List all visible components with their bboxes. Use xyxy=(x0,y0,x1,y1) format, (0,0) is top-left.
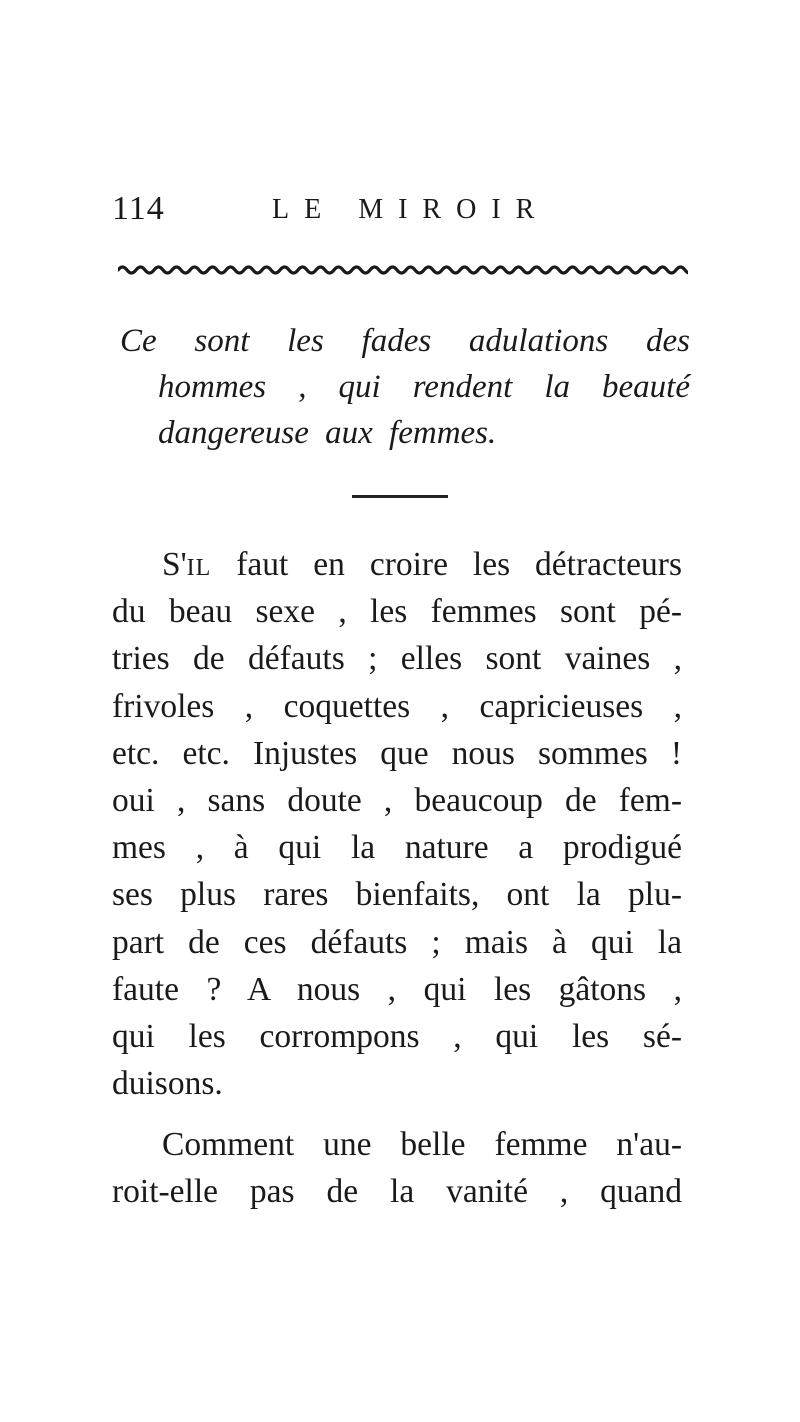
paragraph-line: frivoles , coquettes , capricieuses , xyxy=(112,687,682,725)
paragraph-line: qui les corrompons , qui les sé- xyxy=(112,1017,682,1055)
section-divider xyxy=(352,495,448,498)
paragraph-line: oui , sans doute , beaucoup de fem- xyxy=(112,781,682,819)
epigraph-line: dangereuse aux femmes. xyxy=(158,415,497,451)
paragraph-line: roit-elle pas de la vanité , quand xyxy=(112,1173,682,1211)
paragraph-line: etc. etc. Injustes que nous sommes ! xyxy=(112,734,682,772)
running-title: LE MIROIR xyxy=(272,194,550,225)
paragraph-line: Comment une belle femme n'au- xyxy=(162,1126,682,1164)
paragraph-line: tries de défauts ; elles sont vaines , xyxy=(112,640,682,678)
paragraph-line: duisons. xyxy=(112,1065,223,1103)
epigraph-line: Ce sont les fades adulations des xyxy=(120,323,690,359)
paragraph-line: faute ? A nous , qui les gâtons , xyxy=(112,970,682,1008)
paragraph-opening: S' xyxy=(162,546,187,583)
paragraph-line-text: faut en croire les détracteurs xyxy=(211,546,682,583)
small-caps-text: IL xyxy=(186,555,212,581)
paragraph-line xyxy=(112,541,682,588)
running-head xyxy=(112,190,687,230)
paragraph-line: mes , à qui la nature a prodigué xyxy=(112,829,682,867)
epigraph-line: hommes , qui rendent la beauté xyxy=(158,369,690,405)
body-text xyxy=(112,541,682,1216)
epigraph xyxy=(120,318,690,456)
paragraph-line: ses plus rares bienfaits, ont la plu- xyxy=(112,876,682,914)
paragraph-line: du beau sexe , les femmes sont pé- xyxy=(112,593,682,631)
wavy-ornament-rule xyxy=(118,262,688,278)
paragraph-line: part de ces défauts ; mais à qui la xyxy=(112,923,682,961)
page-number: 114 xyxy=(112,190,165,227)
